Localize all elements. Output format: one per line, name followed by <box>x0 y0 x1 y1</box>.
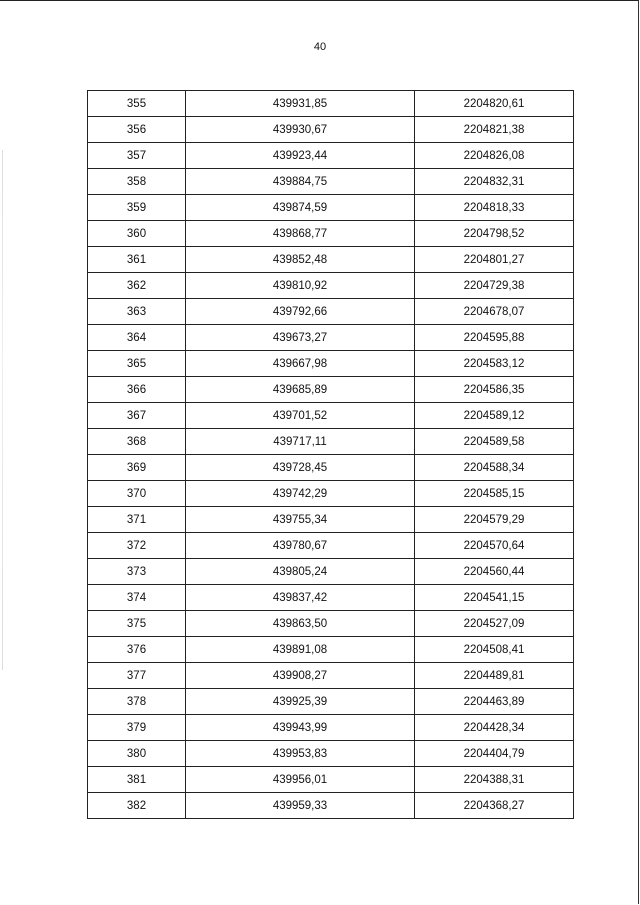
point-number-cell: 379 <box>88 715 186 741</box>
x-coordinate-cell: 439780,67 <box>186 533 415 559</box>
table-row <box>88 403 574 429</box>
point-number-cell: 363 <box>88 299 186 325</box>
table-row <box>88 169 574 195</box>
x-coordinate-cell: 439863,50 <box>186 611 415 637</box>
x-coordinate-cell: 439667,98 <box>186 351 415 377</box>
y-coordinate-cell: 2204821,38 <box>415 117 574 143</box>
x-coordinate-cell: 439874,59 <box>186 195 415 221</box>
y-coordinate-cell: 2204678,07 <box>415 299 574 325</box>
coordinates-table-body <box>88 91 574 819</box>
y-coordinate-cell: 2204818,33 <box>415 195 574 221</box>
table-row <box>88 741 574 767</box>
point-number-cell: 367 <box>88 403 186 429</box>
x-coordinate-cell: 439891,08 <box>186 637 415 663</box>
x-coordinate-cell: 439742,29 <box>186 481 415 507</box>
y-coordinate-cell: 2204404,79 <box>415 741 574 767</box>
point-number-cell: 366 <box>88 377 186 403</box>
table-row <box>88 767 574 793</box>
y-coordinate-cell: 2204527,09 <box>415 611 574 637</box>
table-row <box>88 455 574 481</box>
point-number-cell: 368 <box>88 429 186 455</box>
x-coordinate-cell: 439852,48 <box>186 247 415 273</box>
table-row <box>88 195 574 221</box>
point-number-cell: 365 <box>88 351 186 377</box>
table-row <box>88 377 574 403</box>
table-row <box>88 273 574 299</box>
page-number: 40 <box>313 41 327 53</box>
point-number-cell: 359 <box>88 195 186 221</box>
x-coordinate-cell: 439728,45 <box>186 455 415 481</box>
point-number-cell: 376 <box>88 637 186 663</box>
point-number-cell: 374 <box>88 585 186 611</box>
x-coordinate-cell: 439884,75 <box>186 169 415 195</box>
point-number-cell: 371 <box>88 507 186 533</box>
y-coordinate-cell: 2204798,52 <box>415 221 574 247</box>
point-number-cell: 355 <box>88 91 186 117</box>
y-coordinate-cell: 2204729,38 <box>415 273 574 299</box>
point-number-cell: 381 <box>88 767 186 793</box>
table-row <box>88 247 574 273</box>
table-row <box>88 429 574 455</box>
x-coordinate-cell: 439908,27 <box>186 663 415 689</box>
point-number-cell: 360 <box>88 221 186 247</box>
table-row <box>88 689 574 715</box>
point-number-cell: 362 <box>88 273 186 299</box>
y-coordinate-cell: 2204428,34 <box>415 715 574 741</box>
y-coordinate-cell: 2204589,12 <box>415 403 574 429</box>
y-coordinate-cell: 2204489,81 <box>415 663 574 689</box>
x-coordinate-cell: 439792,66 <box>186 299 415 325</box>
x-coordinate-cell: 439673,27 <box>186 325 415 351</box>
x-coordinate-cell: 439701,52 <box>186 403 415 429</box>
table-row <box>88 637 574 663</box>
point-number-cell: 375 <box>88 611 186 637</box>
point-number-cell: 356 <box>88 117 186 143</box>
point-number-cell: 357 <box>88 143 186 169</box>
x-coordinate-cell: 439931,85 <box>186 91 415 117</box>
point-number-cell: 370 <box>88 481 186 507</box>
point-number-cell: 373 <box>88 559 186 585</box>
y-coordinate-cell: 2204560,44 <box>415 559 574 585</box>
x-coordinate-cell: 439685,89 <box>186 377 415 403</box>
table-row <box>88 715 574 741</box>
point-number-cell: 369 <box>88 455 186 481</box>
y-coordinate-cell: 2204570,64 <box>415 533 574 559</box>
x-coordinate-cell: 439837,42 <box>186 585 415 611</box>
y-coordinate-cell: 2204588,34 <box>415 455 574 481</box>
table-row <box>88 507 574 533</box>
table-row <box>88 585 574 611</box>
coordinates-table <box>87 90 574 819</box>
x-coordinate-cell: 439805,24 <box>186 559 415 585</box>
x-coordinate-cell: 439953,83 <box>186 741 415 767</box>
table-row <box>88 533 574 559</box>
y-coordinate-cell: 2204579,29 <box>415 507 574 533</box>
table-row <box>88 559 574 585</box>
y-coordinate-cell: 2204826,08 <box>415 143 574 169</box>
y-coordinate-cell: 2204368,27 <box>415 793 574 819</box>
x-coordinate-cell: 439959,33 <box>186 793 415 819</box>
x-coordinate-cell: 439868,77 <box>186 221 415 247</box>
table-row <box>88 481 574 507</box>
point-number-cell: 358 <box>88 169 186 195</box>
point-number-cell: 372 <box>88 533 186 559</box>
table-row <box>88 325 574 351</box>
table-row <box>88 221 574 247</box>
y-coordinate-cell: 2204832,31 <box>415 169 574 195</box>
y-coordinate-cell: 2204508,41 <box>415 637 574 663</box>
scan-artifact <box>2 150 3 670</box>
x-coordinate-cell: 439943,99 <box>186 715 415 741</box>
table-row <box>88 299 574 325</box>
table-row <box>88 91 574 117</box>
table-row <box>88 143 574 169</box>
table-row <box>88 663 574 689</box>
y-coordinate-cell: 2204589,58 <box>415 429 574 455</box>
point-number-cell: 378 <box>88 689 186 715</box>
x-coordinate-cell: 439956,01 <box>186 767 415 793</box>
x-coordinate-cell: 439925,39 <box>186 689 415 715</box>
table-row <box>88 611 574 637</box>
y-coordinate-cell: 2204541,15 <box>415 585 574 611</box>
x-coordinate-cell: 439810,92 <box>186 273 415 299</box>
y-coordinate-cell: 2204388,31 <box>415 767 574 793</box>
y-coordinate-cell: 2204586,35 <box>415 377 574 403</box>
x-coordinate-cell: 439930,67 <box>186 117 415 143</box>
point-number-cell: 377 <box>88 663 186 689</box>
x-coordinate-cell: 439755,34 <box>186 507 415 533</box>
point-number-cell: 380 <box>88 741 186 767</box>
y-coordinate-cell: 2204585,15 <box>415 481 574 507</box>
y-coordinate-cell: 2204801,27 <box>415 247 574 273</box>
y-coordinate-cell: 2204463,89 <box>415 689 574 715</box>
table-row <box>88 793 574 819</box>
x-coordinate-cell: 439717,11 <box>186 429 415 455</box>
point-number-cell: 364 <box>88 325 186 351</box>
point-number-cell: 382 <box>88 793 186 819</box>
y-coordinate-cell: 2204595,88 <box>415 325 574 351</box>
table-row <box>88 117 574 143</box>
x-coordinate-cell: 439923,44 <box>186 143 415 169</box>
table-row <box>88 351 574 377</box>
y-coordinate-cell: 2204583,12 <box>415 351 574 377</box>
y-coordinate-cell: 2204820,61 <box>415 91 574 117</box>
point-number-cell: 361 <box>88 247 186 273</box>
